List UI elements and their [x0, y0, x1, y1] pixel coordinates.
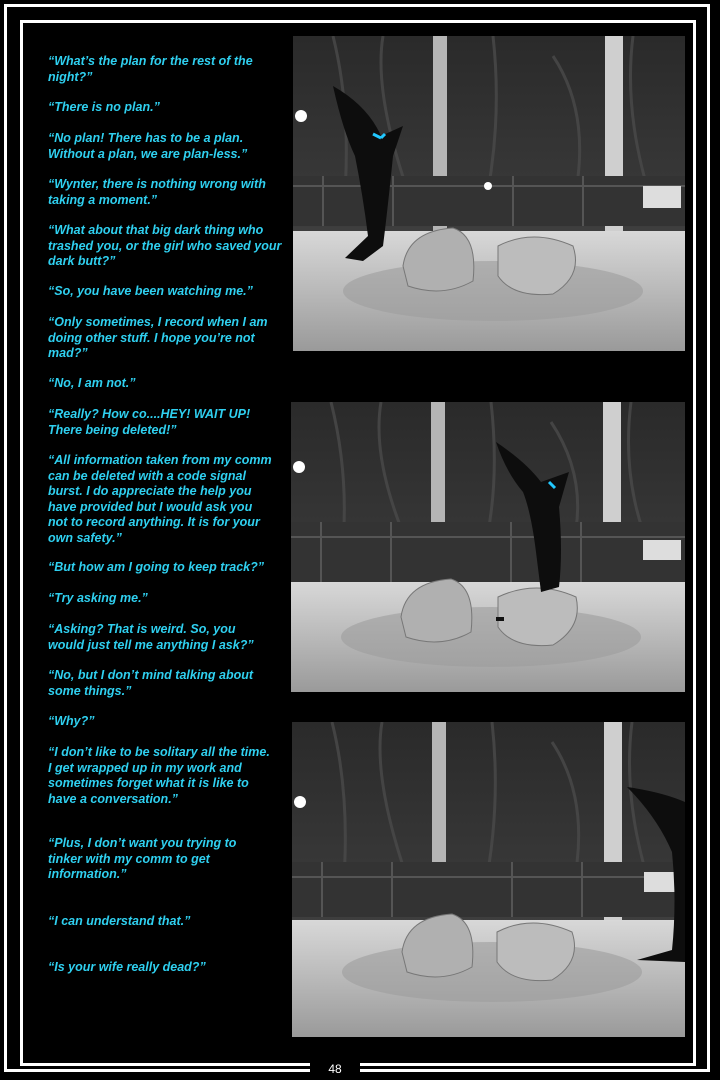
dialogue-line: “Why?”: [48, 714, 95, 728]
dialogue-line: “Asking? That is weird. So, you would just tell me anything I ask?”: [48, 622, 254, 652]
page-number: 48: [310, 1058, 360, 1080]
dialogue-line: “But how am I going to keep track?”: [48, 560, 264, 574]
park-night-scene: [291, 402, 685, 692]
dialogue-line: “There is no plan.”: [48, 100, 160, 114]
park-night-scene: [292, 722, 685, 1037]
dialogue-line: “What about that big dark thing who trashed you, or the girl who saved your dark butt?”: [48, 223, 282, 268]
dialogue-line: “All information taken from my comm can be deleted with a code signal burst. I do appreciate the help you have provided but I would ask you not to record anything. It is for your own safety.”: [48, 453, 272, 545]
dialogue-line: “I don’t like to be solitary all the time. I get wrapped up in my work and sometimes forget what it is like to have a conversation.”: [48, 745, 270, 806]
dialogue-line: “No plan! There has to be a plan. Without a plan, we are plan-less.”: [48, 131, 248, 161]
dialogue-line: “Try asking me.”: [48, 591, 148, 605]
comic-panel-3: [292, 722, 685, 1037]
dialogue-line: “Only sometimes, I record when I am doing other stuff. I hope you’re not mad?”: [48, 315, 268, 360]
park-night-scene: [293, 36, 685, 351]
dialogue-line: “What’s the plan for the rest of the night?”: [48, 54, 253, 84]
comic-panel-2: [291, 402, 685, 692]
comic-panel-1: [293, 36, 685, 351]
dialogue-line: “Wynter, there is nothing wrong with taking a moment.”: [48, 177, 266, 207]
dialogue-line: “No, but I don’t mind talking about some things.”: [48, 668, 254, 698]
dialogue-line: “No, I am not.”: [48, 376, 136, 390]
dialogue-line: “Plus, I don’t want you trying to tinker with my comm to get information.”: [48, 836, 237, 881]
dialogue-line: “I can understand that.”: [48, 914, 191, 928]
dialogue-line: “Is your wife really dead?”: [48, 960, 206, 974]
dialogue-line: “So, you have been watching me.”: [48, 284, 253, 298]
dialogue-line: “Really? How co....HEY! WAIT UP! There being deleted!”: [48, 407, 251, 437]
